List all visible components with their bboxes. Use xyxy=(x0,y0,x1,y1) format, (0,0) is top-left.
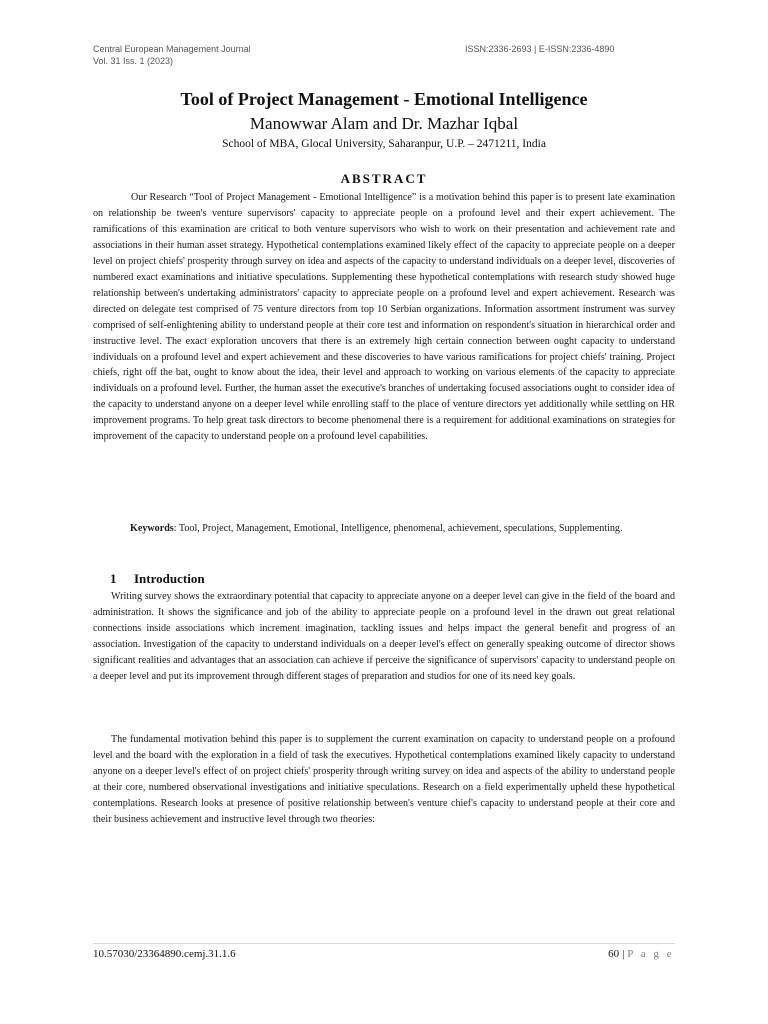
section-number: 1 xyxy=(110,571,117,586)
footer-divider xyxy=(93,943,675,944)
keywords-label: Keywords xyxy=(130,523,174,534)
page-label: P a g e xyxy=(627,948,674,960)
journal-name: Central European Management Journal xyxy=(93,44,251,54)
section-title: Introduction xyxy=(134,571,205,586)
introduction-paragraph: The fundamental motivation behind this paper is to supplement the current examination on capacity to understand people on a profound level and the board with the exploration in a field of task the executives. Hypothetical contemplations examined likely capacity to understand anyone on a deeper level's effect of on project chiefs' prosperity through writing survey on idea and aspects of the ability to understand people at their core, numbered observational investigations and initiative speculations. Research on a field experimentally upheld these hypothetical contemplations. Research looks at presence of positive relationship between's venture chief's capacity to understand people at their core and their business achievement and instructive level through two theories: xyxy=(93,734,675,825)
page-number: 60 xyxy=(608,948,620,960)
abstract-heading: ABSTRACT xyxy=(340,171,428,186)
paper-authors: Manowwar Alam and Dr. Mazhar Iqbal xyxy=(249,114,519,133)
keywords-list: : Tool, Project, Management, Emotional, Intelligence, phenomenal, achievement, speculations, Supplementing. xyxy=(173,523,623,534)
introduction-paragraph: Writing survey shows the extraordinary potential that capacity to appreciate anyone on a deeper level can give in the field of the board and administration. It shows the significance and job of the ability to appreciate people on a profound level in the drawn out great relational connections inside associations which increment imagination, tackling issues and helps impact the general benefit and progress of an association. Investigation of the capacity to understand individuals on a deeper level's effect on generally speaking outcome of director shows significant realities and advantages that an association can achieve if perceive the significance of supervisors' capacity to understand people on a deeper level and put its improvement through different stages of preparation and studios for one of its need key goals. xyxy=(93,591,675,682)
journal-volume: Vol. 31 Iss. 1 (2023) xyxy=(93,56,174,66)
running-header-issn: ISSN:2336-2693 | E-ISSN:2336-4890 xyxy=(465,44,615,54)
keywords xyxy=(130,521,638,537)
section-heading-introduction xyxy=(110,571,205,587)
footer-doi: 10.57030/23364890.cemj.31.1.6 xyxy=(93,948,236,960)
author-affiliation: School of MBA, Glocal University, Saharanpur, U.P. – 2471211, India xyxy=(222,138,546,150)
abstract-body: Our Research “Tool of Project Management - Emotional Intelligence” is a motivation behind this paper is to present late examination on relationship be tween's venture supervisors' capacity to appreciate people on a profound level and their expert achievement. The ramifications of this examination are critical to both venture supervisors who wish to work on their presentation and achievement rate and associations in their human asset strategy. Hypothetical contemplations examined likely effect of the capacity to appreciate people on a deeper level on project chiefs' prosperity through survey on idea and aspects of the capacity to understand individuals on a deeper level, discoveries of numbered exact examinations and initiative speculations. Supplementing these hypothetical contemplations with research study showed huge relationship between's undertaking administrators' capacity to appreciate people on a profound level and expert achievement. Research was directed on delegate test comprised of 75 venture directors from top 10 Serbian organizations. Information assortment instrument was survey comprised of self-enlightening ability to understand people at their core test and information on respondent's situation in hierarchical order and instructive level. The exact exploration uncovers that there is an extremely high certain connection between ought capacity to understand individuals on a profound level and expert achievement and these discoveries to have various ramifications for project chiefs' training. Project chiefs, right off the bat, ought to know about the idea, their level and approach to working on various elements of the capacity to appreciate individuals on a profound level. Further, the human asset the executive's branches of undertaking focused associations ought to consider idea of the capacity to understand anyone on a deeper level while enrolling staff to the place of venture directors yet additionally while settling on HR improvement programs. To help great task directors to become phenomenal there is a requirement for additional examinations on strategies for improvement of the capacity to understand people on a profound level capabilities. xyxy=(93,192,675,443)
paper-title: Tool of Project Management - Emotional Intelligence xyxy=(180,89,588,109)
footer-page-number xyxy=(608,946,674,962)
running-header-journal xyxy=(93,43,251,67)
page-separator: | xyxy=(622,948,625,960)
